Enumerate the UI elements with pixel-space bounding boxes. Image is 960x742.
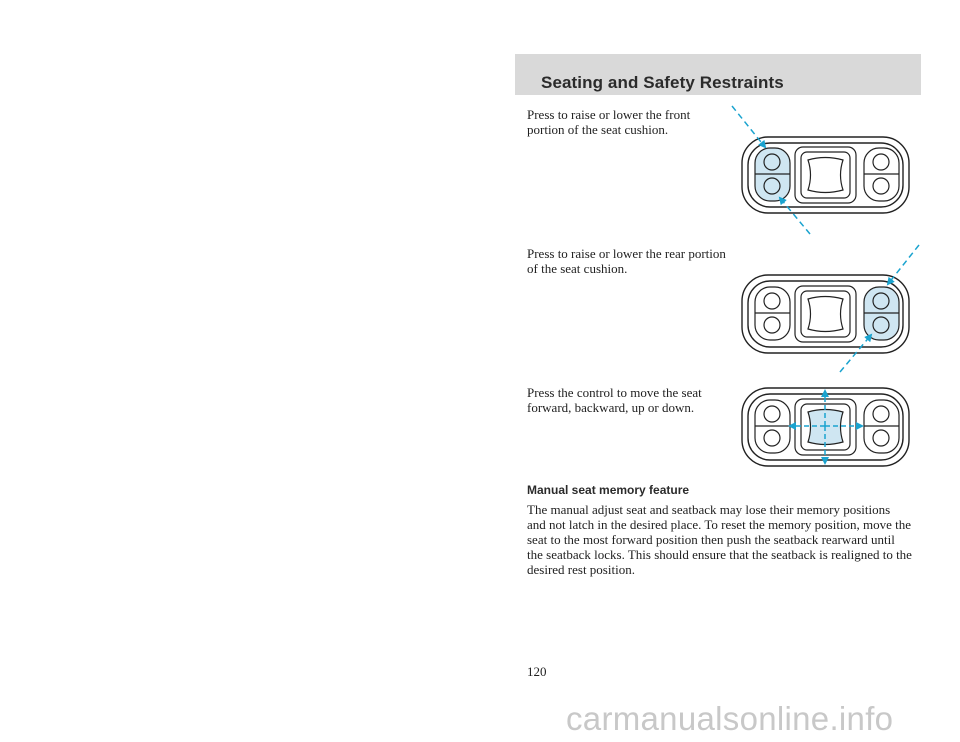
instruction-front: Press to raise or lower the front portion of the seat cushion. xyxy=(527,107,691,137)
watermark: carmanualsonline.info xyxy=(566,700,894,737)
page-title: Seating and Safety Restraints xyxy=(541,73,784,92)
seat-control-rear-icon xyxy=(742,275,909,353)
arrow-rear-up xyxy=(888,245,919,284)
arrow-front-up xyxy=(732,106,765,147)
instruction-center: Press the control to move the seat forward, backward, up or down. xyxy=(527,385,702,415)
memory-body: The manual adjust seat and seatback may lose their memory positions and not latch in the desired place. To reset the memory position, move the seat to the most forward position then push the seatback rearward until the seatback locks. This should ensure that the seatback is realigned to the desired rest position. xyxy=(527,502,912,577)
memory-heading: Manual seat memory feature xyxy=(527,483,690,497)
seat-control-front-icon xyxy=(742,137,909,213)
page-number: 120 xyxy=(527,664,547,679)
instruction-rear: Press to raise or lower the rear portion of the seat cushion. xyxy=(527,246,726,276)
